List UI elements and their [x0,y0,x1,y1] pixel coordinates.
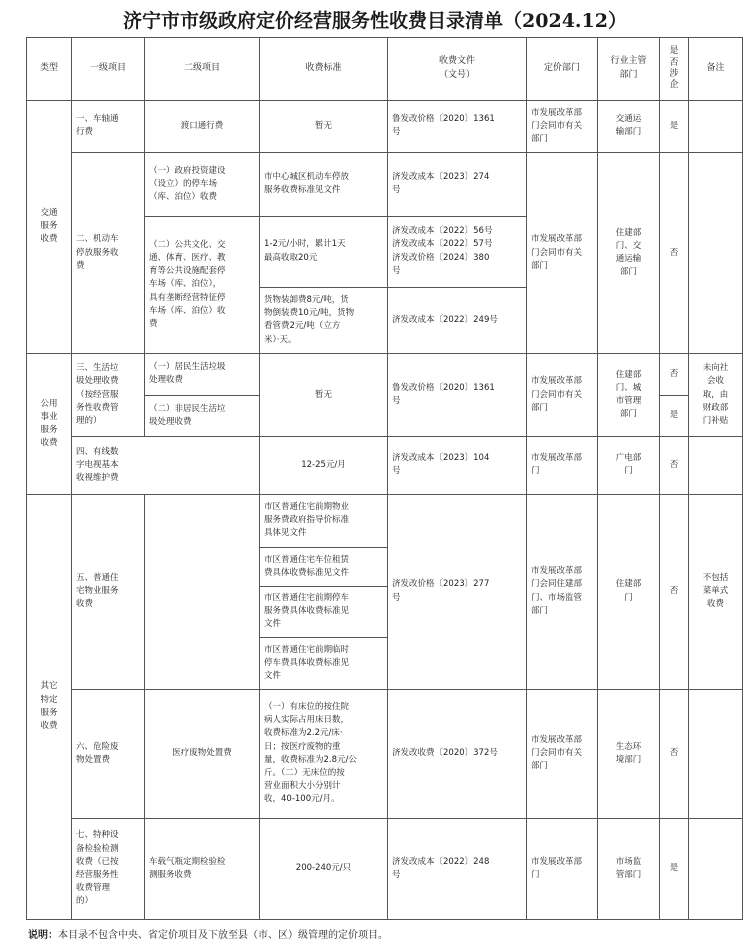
remark-cell [689,818,743,919]
header-involves-enterprise: 是 否 涉 企 [660,38,689,101]
level2-cell: 医疗废物处置费 [145,689,260,818]
pricing-dept-cell: 市发展改革部 门会同市有关 部门 [527,153,598,354]
standard-cell: （一）有床位的按住院 病人实际占用床日数， 收费标准为2.2元/床· 日；按医疗废物的重 量，收费标准为2.8元/公 斤。（二）无床位的按 营业面积大小分别计 收，40-100元/月。 [260,689,388,818]
document-cell: 鲁发改价格〔2020〕1361 号 [388,354,527,437]
table-row [27,818,743,919]
document-cell: 济发改成本〔2022〕56号 济发改成本〔2022〕57号 济发改价格〔2024〕380 号 [388,216,527,287]
involves-enterprise-cell: 否 [660,153,689,354]
header-level1: 一级项目 [72,38,145,101]
table-row [27,354,743,395]
remark-cell: 不包括 菜单式 收费 [689,494,743,689]
header-document: 收费文件 （文号） [388,38,527,101]
standard-cell: 200-240元/只 [260,818,388,919]
pricing-dept-cell: 市发展改革部 门会同市有关 部门 [527,354,598,437]
header-level2: 二级项目 [145,38,260,101]
level2-cell: （一）政府投资建设 （设立）的停车场 （库、泊位）收费 [145,153,260,217]
level1-cell: 三、生活垃 圾处理收费 （按经营服 务性收费管 理的） [72,354,145,437]
document-cell: 鲁发改价格〔2020〕1361 号 [388,100,527,153]
industry-dept-cell: 市场监 管部门 [598,818,660,919]
level2-cell: 车载气瓶定期检验检 测服务收费 [145,818,260,919]
table-row [27,153,743,217]
document-cell: 济发改成本〔2023〕274 号 [388,153,527,217]
standard-cell: 暂无 [260,100,388,153]
standard-cell: 1-2元/小时，累计1天 最高收取20元 [260,216,388,287]
level1-cell: 四、有线数 字电视基本 收视维护费 [72,437,260,495]
header-row [27,38,743,101]
level2-cell [145,494,260,689]
table-row [27,494,743,548]
industry-dept-cell: 交通运 输部门 [598,100,660,153]
standard-cell: 暂无 [260,354,388,437]
standard-cell: 市中心城区机动车停放 服务收费标准见文件 [260,153,388,217]
pricing-dept-cell: 市发展改革部 门会同市有关 部门 [527,689,598,818]
document-cell: 济发改成本〔2022〕248 号 [388,818,527,919]
footnote-label: 说明： [28,930,58,941]
footnote [28,926,388,941]
document-cell: 济发改成本〔2022〕249号 [388,287,527,354]
document-cell: 济发改收费〔2020〕372号 [388,689,527,818]
level1-cell: 一、车轴通 行费 [72,100,145,153]
remark-cell [689,100,743,153]
involves-enterprise-cell: 否 [660,354,689,395]
category-other-specific: 其它 特定 服务 收费 [27,494,72,919]
level2-cell: （一）居民生活垃圾 处理收费 [145,354,260,395]
standard-cell: 市区普通住宅车位租赁 费具体收费标准见文件 [260,548,388,586]
header-standard: 收费标准 [260,38,388,101]
industry-dept-cell: 广电部 门 [598,437,660,495]
document-cell: 济发改价格〔2023〕277 号 [388,494,527,689]
level1-cell: 五、普通住 宅物业服务 收费 [72,494,145,689]
industry-dept-cell: 住建部 门、城 市管理 部门 [598,354,660,437]
standard-cell: 市区普通住宅前期停车 服务费具体收费标准见 文件 [260,586,388,638]
pricing-dept-cell: 市发展改革部 门 [527,437,598,495]
involves-enterprise-cell: 是 [660,818,689,919]
footnote-text: 本目录不包含中央、省定价项目及下放至县（市、区）级管理的定价项目。 [58,930,388,941]
table-row [27,689,743,818]
involves-enterprise-cell: 是 [660,100,689,153]
level2-cell: 渡口通行费 [145,100,260,153]
header-remark: 备注 [689,38,743,101]
pricing-dept-cell: 市发展改革部 门会同住建部 门、市场监管 部门 [527,494,598,689]
level1-cell: 七、特种设 备检验检测 收费（已按 经营服务性 收费管理 的） [72,818,145,919]
page-title: 济宁市市级政府定价经营服务性收费目录清单（2024.12） [123,10,627,32]
document-cell: 济发改成本〔2023〕104 号 [388,437,527,495]
category-transport: 交通 服务 收费 [27,100,72,354]
fee-catalog-table [26,37,743,920]
pricing-dept-cell: 市发展改革部 门 [527,818,598,919]
level1-cell: 六、危险废 物处置费 [72,689,145,818]
involves-enterprise-cell: 否 [660,494,689,689]
remark-cell [689,437,743,495]
table-row [27,437,743,495]
standard-cell: 市区普通住宅前期临时 停车费具体收费标准见 文件 [260,638,388,690]
remark-cell [689,153,743,354]
header-industry-dept: 行业主管 部门 [598,38,660,101]
header-type: 类型 [27,38,72,101]
header-pricing-dept: 定价部门 [527,38,598,101]
level2-cell: （二）公共文化、交 通、体育、医疗、教 育等公共设施配套停 车场（库、泊位）， 具有垄断经营特征停 车场（库、泊位）收 费 [145,216,260,353]
standard-cell: 货物装卸费8元/吨，货 物倒装费10元/吨，货物 看管费2元/吨（立方 米）·天。 [260,287,388,354]
involves-enterprise-cell: 是 [660,395,689,436]
remark-cell: 未向社 会收 取，由 财政部 门补贴 [689,354,743,437]
remark-cell [689,689,743,818]
industry-dept-cell: 住建部 门 [598,494,660,689]
standard-cell: 市区普通住宅前期物业 服务费政府指导价标准 具体见文件 [260,494,388,548]
level2-cell: （二）非居民生活垃 圾处理收费 [145,395,260,436]
involves-enterprise-cell: 否 [660,689,689,818]
table-row [27,100,743,153]
category-public-utility: 公用 事业 服务 收费 [27,354,72,494]
level1-cell: 二、机动车 停放服务收 费 [72,153,145,354]
involves-enterprise-cell: 否 [660,437,689,495]
pricing-dept-cell: 市发展改革部 门会同市有关 部门 [527,100,598,153]
industry-dept-cell: 住建部 门、交 通运输 部门 [598,153,660,354]
standard-cell: 12-25元/月 [260,437,388,495]
industry-dept-cell: 生态环 境部门 [598,689,660,818]
